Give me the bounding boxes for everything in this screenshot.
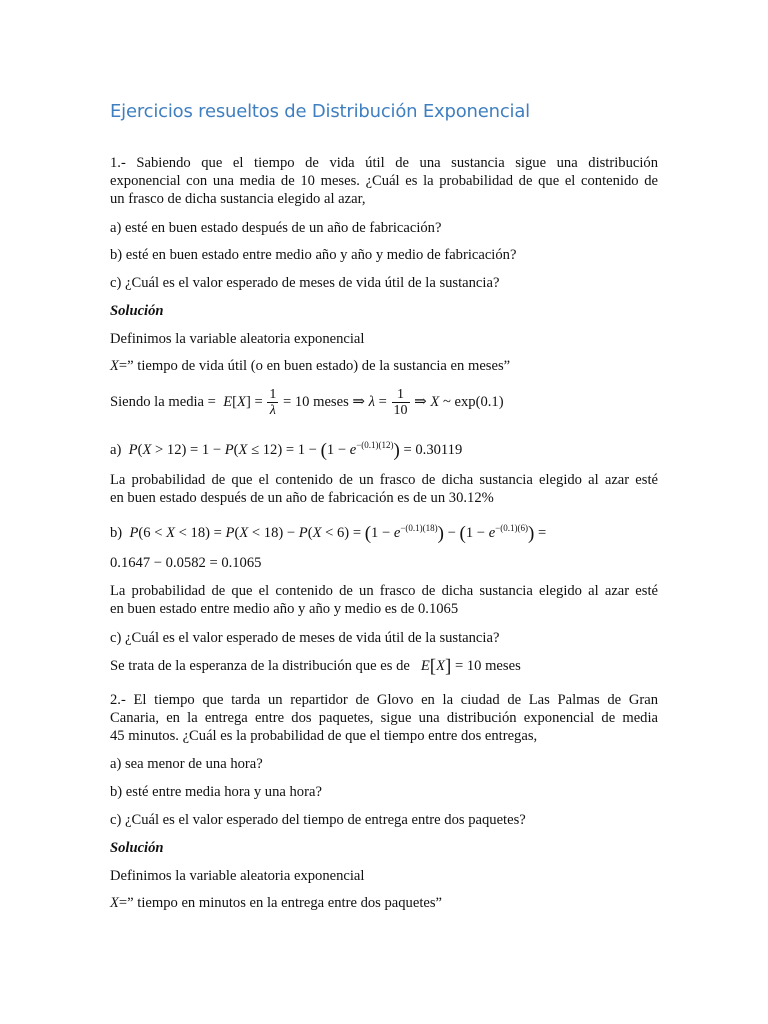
solution-b-expression: $P(6 < X < 18) = P(X < 18) - P(X < 6) = (1 - e^{-(0.1)(18)}) - (1 - e^{-(0.1)(6)})$ = — [129, 522, 547, 544]
solution-a-equation — [110, 434, 658, 462]
mean-expression: E[X] = $\frac{1}{\lambda}$ = 10 meses ⇒ λ = $\frac{1}{10}$ ⇒ X ~ exp(0.1) — [223, 387, 504, 419]
solution-heading: Solución — [110, 303, 164, 319]
conclusion-line: La probabilidad de que el contenido de un frasco de dicha sustancia elegido al azar esté — [110, 472, 658, 488]
conclusion-line: en buen estado entre medio año y año y medio es de 0.1065 — [110, 601, 459, 617]
mean-equation — [110, 384, 658, 420]
variable-definition-intro: Definimos la variable aleatoria exponencial — [110, 331, 365, 347]
question-c-repeat: c) ¿Cuál es el valor esperado de meses de vida útil de la sustancia? — [110, 630, 500, 646]
statement-line: exponencial con una media de 10 meses. ¿Cuál es la probabilidad de que el contenido de — [110, 173, 658, 189]
question-b: b) esté en buen estado entre medio año y año y medio de fabricación? — [110, 247, 517, 263]
variable-definition-intro: Definimos la variable aleatoria exponencial — [110, 868, 365, 884]
variable-definition — [110, 894, 658, 912]
question-c: c) ¿Cuál es el valor esperado del tiempo de entrega entre dos paquetes? — [110, 812, 526, 828]
solution-b-label: b) — [110, 524, 123, 541]
expectation-expression: E[X] = 10 meses — [420, 656, 521, 677]
page-title: Ejercicios resueltos de Distribución Exponencial — [110, 101, 530, 122]
expectation-line — [110, 656, 658, 677]
conclusion-a — [110, 471, 658, 507]
conclusion-line: La probabilidad de que el contenido de un frasco de dicha sustancia elegido al azar esté — [110, 583, 658, 599]
question-a: a) esté en buen estado después de un año de fabricación? — [110, 220, 442, 236]
conclusion-line: en buen estado después de un año de fabricación es de un 30.12% — [110, 490, 494, 506]
conclusion-b — [110, 582, 658, 618]
variable-x: X — [110, 895, 119, 911]
statement-line: 45 minutos. ¿Cuál es la probabilidad de que el tiempo entre dos entregas, — [110, 728, 538, 744]
mean-prefix: Siendo la media = — [110, 394, 216, 410]
statement-line: Canaria, en la entrega entre dos paquetes, sigue una distribución exponencial de media — [110, 710, 658, 726]
solution-a-label: a) — [110, 441, 122, 458]
question-b: b) esté entre media hora y una hora? — [110, 784, 322, 800]
solution-b-result: 0.1647 − 0.0582 = 0.1065 — [110, 555, 262, 571]
solution-b-equation — [110, 517, 658, 545]
question-c: c) ¿Cuál es el valor esperado de meses de vida útil de la sustancia? — [110, 275, 500, 291]
statement-line: 1.- Sabiendo que el tiempo de vida útil de una sustancia sigue una distribución — [110, 155, 658, 171]
statement-line: 2.- El tiempo que tarda un repartidor de Glovo en la ciudad de Las Palmas de Gran — [110, 692, 658, 708]
solution-a-expression: $P(X > 12) = 1 - P(X \le 12) = 1 - (1 - e^{-(0.1)(12)}) = 0.30119$ — [128, 439, 463, 461]
variable-definition-text: =” tiempo de vida útil (o en buen estado) de la sustancia en meses” — [118, 358, 511, 374]
question-a: a) sea menor de una hora? — [110, 756, 263, 772]
variable-definition — [110, 357, 658, 375]
variable-x: X — [110, 358, 119, 374]
solution-heading: Solución — [110, 840, 164, 856]
expectation-text: Se trata de la esperanza de la distribución que es de — [110, 658, 410, 674]
exercise-1-statement — [110, 154, 658, 208]
exercise-2-statement — [110, 691, 658, 745]
statement-line: un frasco de dicha sustancia elegido al azar, — [110, 191, 366, 207]
variable-definition-text: =” tiempo en minutos en la entrega entre dos paquetes” — [118, 895, 443, 911]
